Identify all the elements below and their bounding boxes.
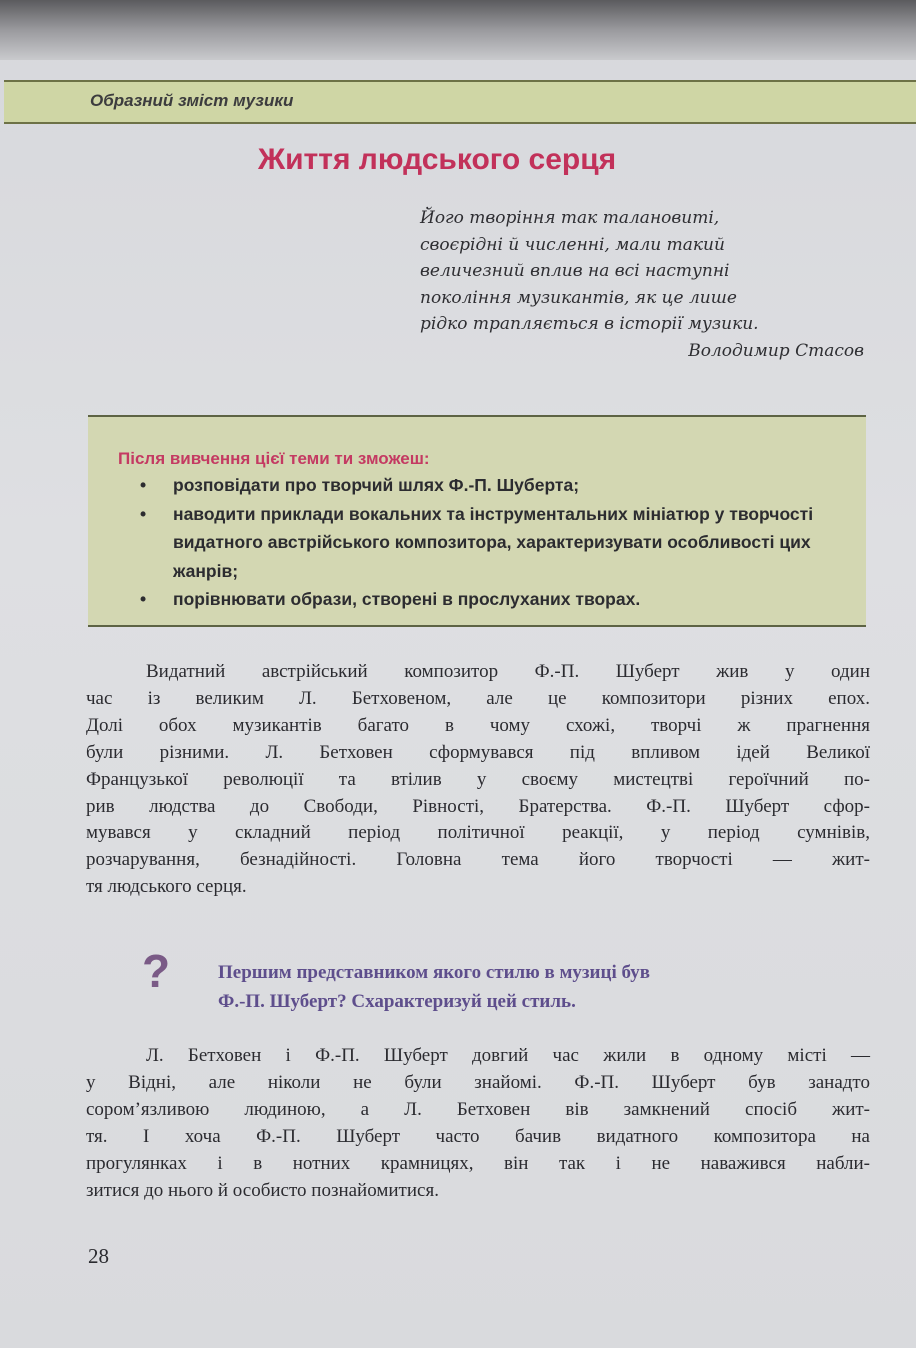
text-line: час із великим Л. Бетховеном, але це композитори різних епох. bbox=[86, 687, 870, 709]
question-line: Першим представником якого стилю в музиці був bbox=[218, 962, 651, 983]
epigraph-line: рідко трапляється в історії музики. bbox=[420, 314, 759, 334]
epigraph-line: величезний вплив на всі наступні bbox=[420, 261, 730, 281]
section-title: Образний зміст музики bbox=[90, 91, 294, 110]
text-line: прогулянках і в нотних крамницях, він так і не наважився набли- bbox=[86, 1152, 870, 1174]
text-line: тя. І хоча Ф.-П. Шуберт часто бачив видатного композитора на bbox=[86, 1125, 870, 1147]
question-line: Ф.-П. Шуберт? Схарактеризуй цей стиль. bbox=[218, 991, 576, 1012]
text-line: Долі обох музикантів багато в чому схожі, творчі ж прагнення bbox=[86, 714, 870, 736]
learning-goals-box bbox=[88, 415, 866, 627]
body-paragraph-1 bbox=[86, 659, 870, 901]
page-top-shadow bbox=[0, 0, 916, 60]
learning-goals-list bbox=[140, 471, 840, 614]
epigraph-line: Його творіння так талановиті, bbox=[420, 208, 720, 228]
text-line: Видатний австрійський композитор Ф.-П. Шуберт жив у один bbox=[146, 661, 870, 682]
question-mark-icon: ? bbox=[142, 945, 171, 997]
text-line: у Відні, але ніколи не були знайомі. Ф.-П. Шуберт був занадто bbox=[86, 1071, 870, 1093]
epigraph-line: покоління музикантів, як це лише bbox=[420, 287, 737, 308]
text-line: Л. Бетховен і Ф.-П. Шуберт довгий час жили в одному місті — bbox=[146, 1045, 870, 1066]
bullet-icon: • bbox=[140, 475, 147, 495]
text-line: розчарування, безнадійності. Головна тема його творчості — жит- bbox=[86, 849, 870, 871]
epigraph-line: своєрідні й численні, мали такий bbox=[420, 234, 725, 255]
bullet-icon: • bbox=[140, 503, 147, 524]
text-line: зитися до нього й особисто познайомитися. bbox=[86, 1179, 439, 1201]
text-line: були різними. Л. Бетховен сформувався під впливом ідей Великої bbox=[86, 741, 870, 763]
section-header-band bbox=[4, 80, 916, 124]
text-line: рив людства до Свободи, Рівності, Братерства. Ф.-П. Шуберт сфор- bbox=[86, 795, 870, 817]
goal-item: • розповідати про творчий шлях Ф.-П. Шуберта; bbox=[140, 471, 840, 500]
text-line: мувався у складний період політичної реакції, у період сумнівів, bbox=[86, 822, 870, 844]
page-title: Життя людського серця bbox=[258, 143, 617, 176]
text-line: Французької революції та втілив у своєму мистецтві героїчний по- bbox=[86, 768, 870, 790]
goal-item: • порівнювати образи, створені в прослуханих творах. bbox=[140, 585, 840, 614]
body-paragraph-2 bbox=[86, 1043, 870, 1204]
bullet-icon: • bbox=[140, 589, 147, 609]
epigraph-author: Володимир Стасов bbox=[688, 340, 864, 361]
text-line: сором’язливою людиною, а Л. Бетховен вів замкнений спосіб жит- bbox=[86, 1098, 870, 1120]
page-number: 28 bbox=[88, 1244, 109, 1268]
review-question bbox=[218, 958, 838, 1016]
learning-goals-heading: Після вивчення цієї теми ти зможеш: bbox=[118, 449, 430, 468]
text-line: тя людського серця. bbox=[86, 876, 247, 898]
goal-item: • наводити приклади вокальних та інструментальних мініатюр у творчості видатного австрійського композитора, характеризувати особливості цих жанрів; bbox=[140, 500, 840, 586]
epigraph bbox=[420, 205, 870, 364]
